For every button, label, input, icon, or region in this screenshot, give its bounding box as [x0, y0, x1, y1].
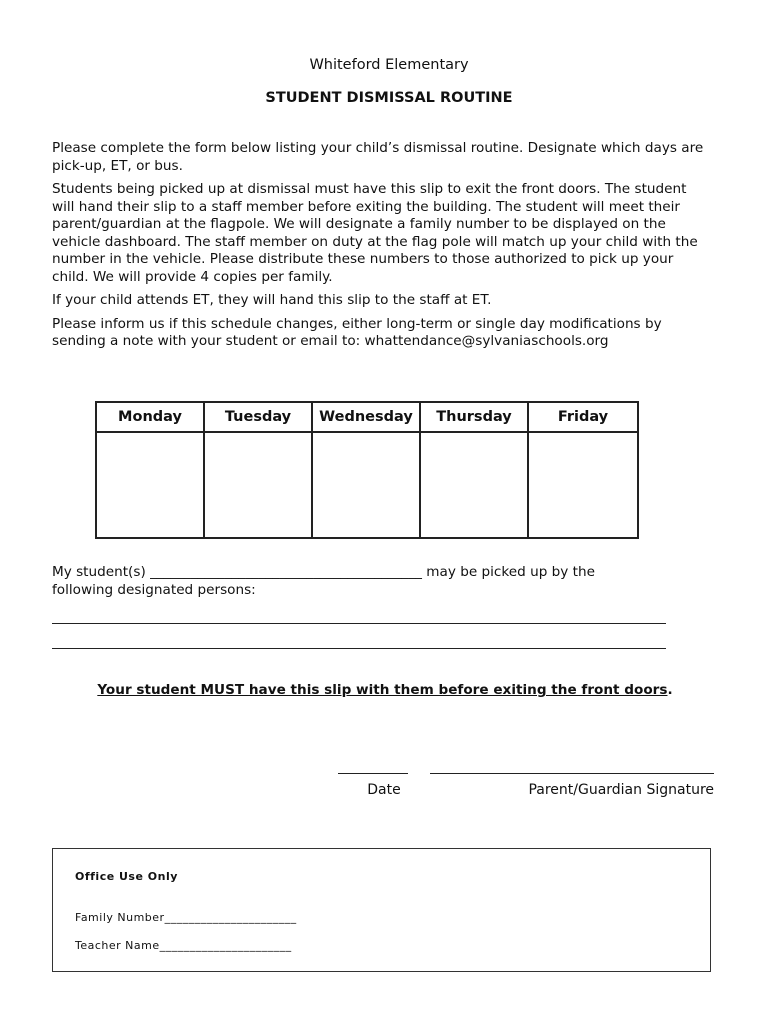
day-cell-monday[interactable] [97, 433, 205, 537]
day-header-tuesday: Tuesday [205, 403, 313, 433]
designated-person-line-2[interactable] [52, 648, 666, 649]
instruction-paragraph: Students being picked up at dismissal must have this slip to exit the front doors. The student will hand their slip to a staff member before exiting the building. The student will meet their parent/guardian at the flagpole. We will designate a family number to be displayed on the vehicle dashboard. The staff member on duty at the flag pole will match up your child with the number in the vehicle. Please distribute these numbers to those authorized to pick up your child. We will provide 4 copies per family. [52, 181, 698, 285]
pickup-statement [52, 564, 712, 599]
office-use-box [52, 848, 711, 972]
day-header-thursday: Thursday [421, 403, 529, 433]
exit-notice-period: . [667, 682, 673, 698]
date-label: Date [367, 782, 401, 798]
day-cell-wednesday[interactable] [313, 433, 421, 537]
day-cell-friday[interactable] [529, 433, 637, 537]
day-header-wednesday: Wednesday [313, 403, 421, 433]
day-cell-tuesday[interactable] [205, 433, 313, 537]
schedule-table [95, 401, 639, 539]
day-cell-thursday[interactable] [421, 433, 529, 537]
instruction-paragraph: Please inform us if this schedule changes, either long-term or single day modifications by sending a note with your student or email to: whattendance@sylvaniaschools.org [52, 315, 662, 349]
school-name: Whiteford Elementary [309, 57, 469, 73]
pickup-suffix: following designated persons: [52, 581, 256, 598]
parent-signature-label: Parent/Guardian Signature [528, 782, 714, 798]
date-line[interactable] [338, 773, 408, 774]
day-header-friday: Friday [529, 403, 637, 433]
teacher-name-field[interactable]: Teacher Name______________________ [75, 939, 292, 952]
instruction-paragraph: If your child attends ET, they will hand this slip to the staff at ET. [52, 292, 492, 308]
instruction-paragraph: Please complete the form below listing your child’s dismissal routine. Designate which days are pick-up, ET, or bus. [52, 140, 704, 174]
exit-notice-text: Your student MUST have this slip with them before exiting the front doors [97, 682, 668, 698]
exit-notice [0, 682, 770, 698]
day-header-monday: Monday [97, 403, 205, 433]
designated-person-line-1[interactable] [52, 623, 666, 624]
office-use-heading: Office Use Only [75, 870, 178, 883]
instructions [52, 140, 704, 357]
pickup-prefix: My student(s) ________________________________________ may be picked up by the [52, 564, 595, 580]
form-title: STUDENT DISMISSAL ROUTINE [265, 90, 513, 106]
family-number-field[interactable]: Family Number______________________ [75, 911, 297, 924]
signature-line[interactable] [430, 773, 714, 774]
